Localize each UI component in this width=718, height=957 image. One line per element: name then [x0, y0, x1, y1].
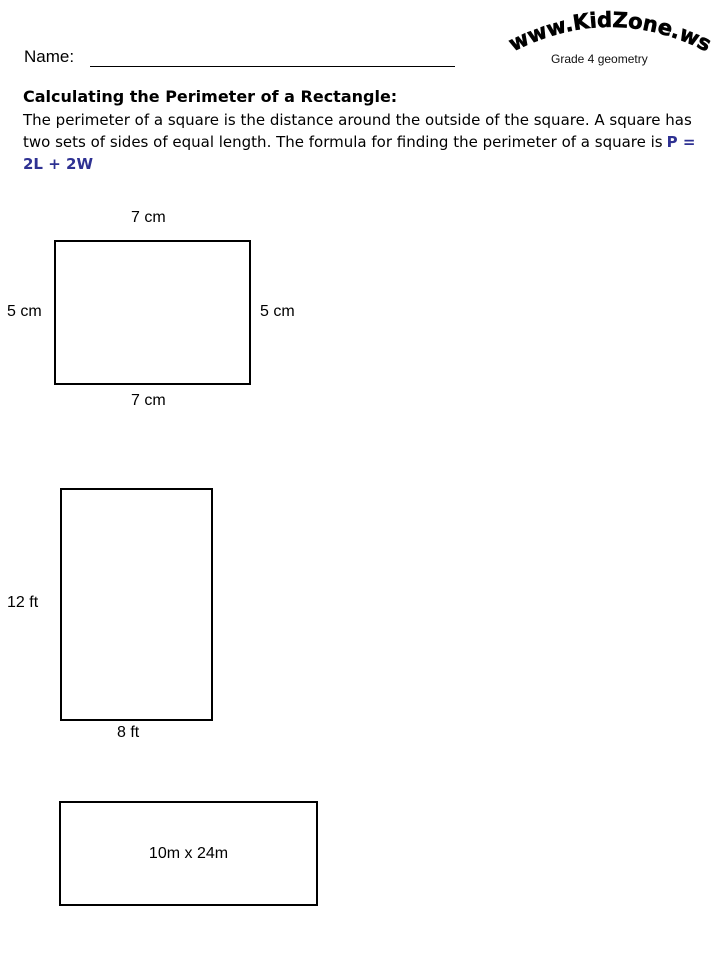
grade-label: Grade 4 geometry [551, 52, 648, 66]
rectangle-1 [54, 240, 251, 385]
rectangle-2 [60, 488, 213, 721]
rect1-right-label: 5 cm [260, 303, 295, 320]
kidzone-logo [505, 6, 715, 56]
rect1-left-label: 5 cm [7, 303, 42, 320]
name-line [90, 66, 455, 67]
rect1-top-label: 7 cm [131, 209, 166, 226]
rect2-left-label: 12 ft [7, 594, 39, 611]
rect3-dimensions-label: 10m x 24m [148, 844, 229, 862]
lesson-title: Calculating the Perimeter of a Rectangle: [23, 87, 398, 106]
svg-text:www.KidZone.ws [505, 8, 715, 56]
rect2-bottom-label: 8 ft [117, 724, 140, 741]
rectangle-3 [59, 801, 318, 906]
rect1-bottom-label: 7 cm [131, 392, 166, 409]
logo-text: www.KidZone.ws [505, 7, 715, 56]
formula: P = 2L + 2W [23, 133, 696, 173]
lesson-body-text: The perimeter of a square is the distance around the outside of the square. A square has two sets of sides of equal length. The formula for finding the perimeter of a square is [23, 111, 692, 151]
lesson-body [23, 109, 703, 175]
name-label: Name: [24, 47, 75, 66]
